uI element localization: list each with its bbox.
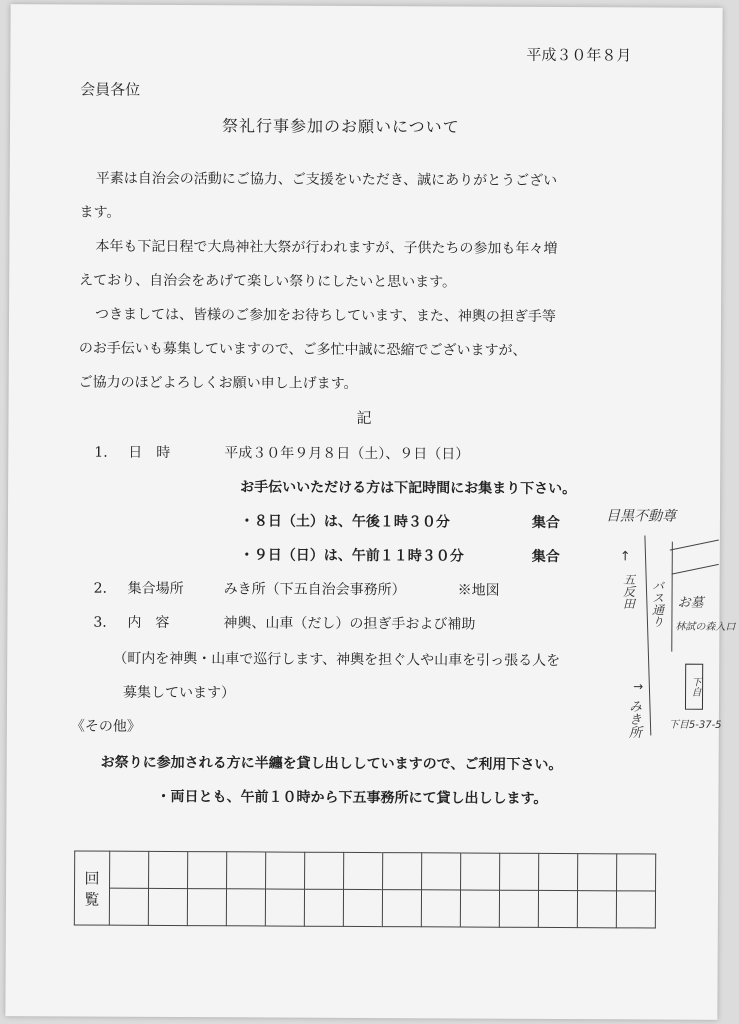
stamp-cell[interactable] xyxy=(500,853,539,890)
stamp-cell[interactable] xyxy=(109,888,148,925)
map-label-meguro-fudoson: 目黒不動尊 xyxy=(605,508,677,525)
item1-note: お手伝いいただける方は下記時間にお集まり下さい。 xyxy=(240,479,577,498)
map-road-branch-upper xyxy=(670,539,719,550)
map-label-address: 下目5-37-5 xyxy=(668,719,722,731)
schedule-day1-tag: 集合 xyxy=(531,514,560,532)
map-arrow-up-icon: ↑ xyxy=(619,549,631,565)
other-line1: お祭りに参加される方に半纏を貸し出ししていますので、ご利用下さい。 xyxy=(100,754,563,774)
item2-value: みき所（下五自治会事務所） xyxy=(223,581,406,599)
body-p1-line1: 平素は自治会の活動にご協力、ご支援をいただき、誠にありがとうござい xyxy=(95,170,558,190)
item2-number: 2. xyxy=(93,580,107,597)
item1-label: 日 時 xyxy=(128,444,171,461)
body-p3-line1: つきましては、皆様のご参加をお待ちしています、また、神輿の担ぎ手等 xyxy=(94,306,556,326)
body-p3-line2: のお手伝いも募集していますので、ご多忙中誠に恐縮でございますが、 xyxy=(78,340,527,359)
stamp-cell[interactable] xyxy=(266,852,305,889)
body-p2-line2: えており、自治会をあげて楽しい祭りにしたいと思います。 xyxy=(79,272,457,291)
schedule-day2: ・９日（日）は、午前１１時３０分 xyxy=(239,547,464,565)
schedule-day1: ・８日（土）は、午後１時３０分 xyxy=(239,513,450,531)
stamp-cell[interactable] xyxy=(617,854,656,891)
map-arrow-right-icon: → xyxy=(633,679,644,694)
map-office-box: 下自 xyxy=(685,664,703,710)
other-line2: ・両日とも、午前１０時から下五事務所にて貸し出しします。 xyxy=(156,788,548,807)
item3-number: 3. xyxy=(93,614,107,631)
ki-heading: 記 xyxy=(356,408,372,428)
stamp-cell[interactable] xyxy=(305,852,344,889)
map-road-branch-lower xyxy=(672,564,719,575)
body-p3-line3: ご協力のほどよろしくお願い申し上げます。 xyxy=(78,374,358,392)
document-title: 祭礼行事参加のお願いについて xyxy=(221,116,460,137)
other-heading: 《その他》 xyxy=(70,718,141,735)
circulation-label: 回 覧 xyxy=(74,851,109,925)
map-label-grave: お墓 xyxy=(677,595,704,611)
body-p2-line1: 本年も下記日程で大鳥神社大祭が行われますが、子供たちの参加も年々増 xyxy=(95,238,558,258)
stamp-cell[interactable] xyxy=(344,852,383,889)
schedule-day2-tag: 集合 xyxy=(531,548,560,566)
map-label-gotanda: 五反田 xyxy=(621,573,636,610)
stamp-cell[interactable] xyxy=(148,888,187,925)
stamp-cell[interactable] xyxy=(578,854,617,891)
map-label-forest-entrance: 林試の森入口 xyxy=(675,621,736,633)
map-road-line-right xyxy=(671,542,673,652)
document-page xyxy=(5,4,736,1020)
stamp-cell[interactable] xyxy=(110,851,149,888)
stamp-cell[interactable] xyxy=(304,889,343,926)
body-p1-line2: ます。 xyxy=(79,204,121,221)
stamp-cell[interactable] xyxy=(187,889,226,926)
stamp-cell[interactable] xyxy=(422,853,461,890)
item3-label: 内 容 xyxy=(127,614,170,631)
stamp-cell[interactable] xyxy=(577,891,616,928)
stamp-cell[interactable] xyxy=(539,853,578,890)
item3-detail-line2: 募集しています） xyxy=(123,684,236,702)
item1-value: 平成３０年９月８日（土）、９日（日） xyxy=(224,445,470,463)
stamp-cell[interactable] xyxy=(382,890,421,927)
stamp-cell[interactable] xyxy=(461,853,500,890)
item1-number: 1. xyxy=(94,444,108,461)
item2-label: 集合場所 xyxy=(127,580,184,598)
item3-detail-line1: （町内を神輿・山車で巡行します、神輿を担ぐ人や山車を引っ張る人を xyxy=(113,650,561,670)
stamp-cell[interactable] xyxy=(421,890,460,927)
stamp-cell[interactable] xyxy=(188,852,227,889)
map-label-mikisho: みき所 xyxy=(625,699,642,739)
addressee: 会員各位 xyxy=(80,80,141,99)
stamp-cell[interactable] xyxy=(383,853,422,890)
stamp-cell[interactable] xyxy=(616,891,655,928)
map-label-bus-street: バス通り xyxy=(650,579,665,628)
stamp-cell[interactable] xyxy=(265,889,304,926)
stamp-cell[interactable] xyxy=(226,889,265,926)
stamp-cell[interactable] xyxy=(227,852,266,889)
stamp-cell[interactable] xyxy=(149,851,188,888)
circulation-table xyxy=(74,850,656,928)
stamp-cell[interactable] xyxy=(538,890,577,927)
issue-date: 平成３０年８月 xyxy=(526,45,632,65)
item3-value: 神輿、山車（だし）の担ぎ手および補助 xyxy=(223,615,476,633)
item2-note: ※地図 xyxy=(457,582,500,599)
stamp-cell[interactable] xyxy=(460,890,499,927)
stamp-cell[interactable] xyxy=(343,889,382,926)
stamp-cell[interactable] xyxy=(499,890,538,927)
